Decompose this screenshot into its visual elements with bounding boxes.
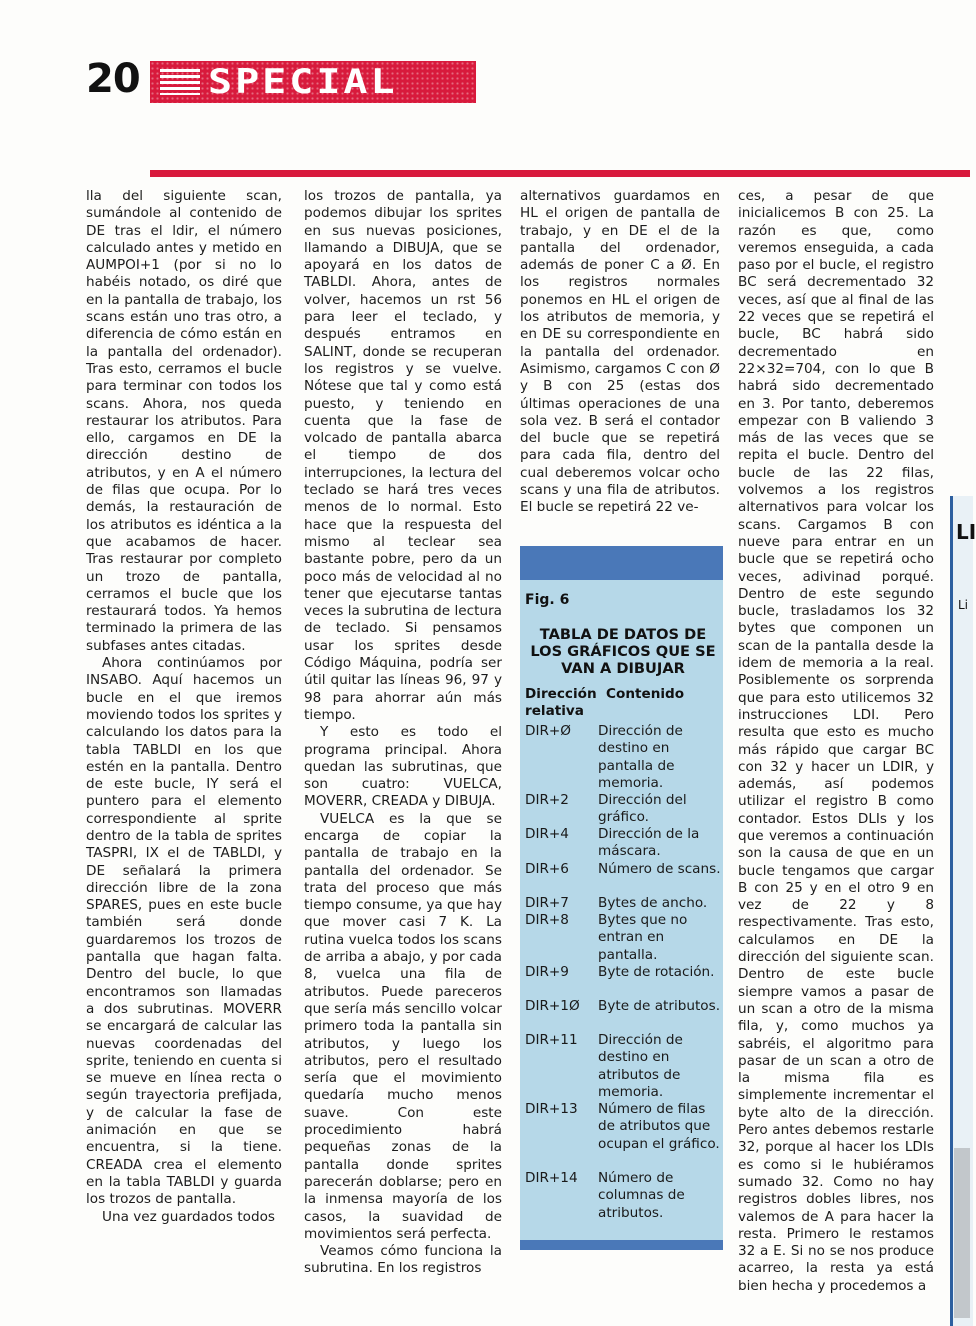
paragraph: VUELCA es la que se encarga de copiar la pantalla de trabajo en la pantalla del ordenador. Se trata del proceso que más tiempo consume, ya que hay que mover casi 7 K. La rutina vuelca todos los scans de arriba a abajo, y por cada 8, vuelca una fila de atributos. Puede pareceros que sería más sencillo volcar primero toda la pantalla sin atributos, y luego los atributos, pero el resultado sería que el movimiento quedaría mucho menos suave. Con este procedimiento habrá pequeñas zonas de la pantalla donde sprites parecerán doblarse; pero en la inmensa mayoría de los casos, la suavidad de movimientos será perfecta. xyxy=(304,810,502,1242)
row-offset: DIR+8 xyxy=(525,912,569,928)
figure-top-bar xyxy=(520,546,723,580)
row-description: Dirección de la máscara. xyxy=(598,826,700,860)
text-column-4 xyxy=(738,188,934,1295)
paragraph: ces, a pesar de que inicialicemos B con 25. La razón es que, como veremos enseguida, a cada paso por el bucle, el registro BC será decrementado 32 veces, así que al final de las 22 veces que se repetirá el bucle, BC habrá sido decrementado en 22×32=704, con lo que B habrá sido decrementado en 3. Por tanto, deberemos empezar con B valiendo 3 más de las veces que se repita el bucle. Dentro del bucle de las 22 filas, volvemos a los registros alternativos para volcar los scans. Cargamos B con nueve para entrar en un bucle que se repetirá ocho veces, adivinad porqué. Dentro de este segundo bucle, trasladamos los 32 bytes que componen un scan de la pantalla desde la idem de memoria a la real. Posiblemente os sorprenda que para esto utilicemos 32 instrucciones LDI. Pero resulta que esto es mucho más rápido que cargar BC con 32 y hacer un LDIR, y además, así podemos utilizar el registro B como contador. Estos DLIs y los que veremos a continuación son la causa de que en un bucle tengamos que cargar B con 25 y en el otro 9 en vez de 22 y 8 respectivamente. Tras esto, calculamos en DE la dirección del siguiente scan. Dentro de este bucle siempre vamos a pasar de un scan a otro de la misma fila, y, como muchos ya sabréis, el algoritmo para pasar de un scan a otro de la misma fila es simplemente incrementar el byte alto de la dirección. Pero antes debemos restarle 32, porque al hacer los LDIs es como si le hubiéramos sumado 32. Como no hay registros dobles libres, nos valemos de A para hacer la resta. Primero le restamos 32 a E. Si no se nos produce acarreo, la resta ya está bien hecha y procedemos a xyxy=(738,188,934,1294)
figure-title: TABLA DE DATOS DE LOS GRÁFICOS QUE SE VAN A DIBUJAR xyxy=(530,626,716,677)
text-column-1 xyxy=(86,188,282,1226)
row-offset: DIR+2 xyxy=(525,792,569,808)
edge-text: Li xyxy=(958,598,969,612)
row-description: Byte de atributos. xyxy=(598,998,721,1014)
row-description: Número de filas de atributos que ocupan el gráfico. xyxy=(598,1101,720,1152)
paragraph: alternativos guardamos en HL el origen de pantalla de trabajo, y en DE el de la pantalla del ordenador, además de poner C a Ø. En los registros normales ponemos en HL el origen de los atributos de memoria, y en DE su correspondiente en la pantalla del ordenador. Asimismo, cargamos C con Ø y B con 25 (estas dos últimas operaciones de una sola vez. B será el contador del bucle que se repetirá para cada fila, dentro del cual deberemos volcar ocho scans y una fila de atributos. El bucle se repetirá 22 ve- xyxy=(520,188,720,516)
header-content: Contenido xyxy=(606,686,685,702)
row-description: Número de scans. xyxy=(598,861,721,877)
figure-bottom-bar xyxy=(520,1240,723,1250)
header-rule xyxy=(150,170,970,177)
section-title: SPECIAL xyxy=(208,62,398,102)
paragraph: lla del siguiente scan, sumándole al contenido de DE tras el ldir, el número calculado antes y metido en AUMPOI+1 (por si no lo habéis notado, os diré que en la pantalla de trabajo, los scans están uno tras otro, a diferencia de cómo están en la pantalla del ordenador). Tras esto, cerramos el bucle para terminar con todos los scans. Ahora, nos queda restaurar los atributos. Para ello, cargamos en DE la dirección destino de atributos, y en A el número de filas que ocupa. Por lo demás, la restauración de los atributos es idéntica a la que acabamos de hacer. Tras restaurar por completo un trozo de pantalla, cerramos el bucle que los restaurará todos. Ya hemos terminado la primera de las subfases antes citadas. xyxy=(86,188,282,654)
row-description: Bytes que no entran en pantalla. xyxy=(598,912,688,963)
row-description: Bytes de ancho. xyxy=(598,895,708,911)
logo-stripes xyxy=(160,69,200,95)
text-column-2 xyxy=(304,188,502,1278)
figure-6-box xyxy=(520,546,723,1250)
row-offset: DIR+7 xyxy=(525,895,569,911)
row-offset: DIR+9 xyxy=(525,964,569,980)
row-offset: DIR+13 xyxy=(525,1101,578,1117)
paragraph: Una vez guardados todos xyxy=(102,1208,275,1225)
paragraph: los trozos de pantalla, ya podemos dibujar los sprites en sus nuevas posiciones, llamando a DIBUJA, que se apoyará en los datos de TABLDI. Ahora, antes de volver, hacemos un rst 56 para leer el teclado, y después entramos en SALINT, donde se recuperan los registros y se vuelve. Nótese que tal y como está puesto, y teniendo en cuenta que la fase de volcado de pantalla abarca el tiempo de dos interrupciones, la lectura del teclado se hará tres veces menos de lo normal. Esto hace que la respuesta del mismo al teclear sea bastante pobre, pero da un poco más de velocidad al no tener que ejecutarse tantas veces la subrutina de lectura de teclado. Si pensamos usar los sprites desde Código Máquina, podría ser útil quitar las líneas 96, 97 y 98 para ahorrar aún más tiempo. xyxy=(304,188,502,723)
row-offset: DIR+1Ø xyxy=(525,998,580,1014)
paragraph: Ahora continúamos por INSABO. Aquí hacemos un bucle en el que iremos moviendo todos los sprites y calculando los datos para la tabla TABLDI en los que estén en la pantalla. Dentro de este bucle, IY será el puntero para el elemento correspondiente al sprite dentro de la tabla de sprites TASPRI, IX el de TABLDI, y DE señalará la primera dirección libre de la zona SPARES, pues en este bucle también será donde guardaremos los trozos de pantalla que hagan falta. Dentro del bucle, lo que encontramos son llamadas a dos subrutinas. MOVERR se encargará de calcular las nuevas coordenadas del sprite, teniendo en cuenta si se mueve en línea recta o según trayectoria prefijada, y de calcular la fase de animación en que se encuentra, si la tiene. CREADA crea el elemento en la tabla TABLDI y guarda los trozos de pantalla. xyxy=(86,655,282,1208)
row-offset: DIR+6 xyxy=(525,861,569,877)
row-offset: DIR+11 xyxy=(525,1032,578,1048)
row-description: Dirección de destino en pantalla de memoria. xyxy=(598,723,683,791)
row-description: Dirección del gráfico. xyxy=(598,792,687,826)
edge-text: LI xyxy=(956,520,976,544)
row-description: Dirección de destino en atributos de memoria. xyxy=(598,1032,683,1100)
header-address: Dirección relativa xyxy=(525,686,597,719)
figure-table-header xyxy=(525,686,720,720)
section-logo xyxy=(150,61,476,103)
text-column-3 xyxy=(520,188,720,517)
row-offset: DIR+Ø xyxy=(525,723,572,739)
figure-label: Fig. 6 xyxy=(525,592,570,608)
page-number: 20 xyxy=(86,56,140,102)
row-offset: DIR+14 xyxy=(525,1170,578,1186)
paragraph: Y esto es todo el programa principal. Ahora quedan las subrutinas, que son cuatro: VUELCA, MOVERR, CREADA y DIBUJA. xyxy=(304,724,502,810)
row-offset: DIR+4 xyxy=(525,826,569,842)
row-description: Byte de rotación. xyxy=(598,964,715,980)
row-description: Número de columnas de atributos. xyxy=(598,1170,685,1221)
paragraph: Veamos cómo funciona la subrutina. En los registros xyxy=(304,1243,502,1277)
edge-shadow xyxy=(954,1148,970,1318)
